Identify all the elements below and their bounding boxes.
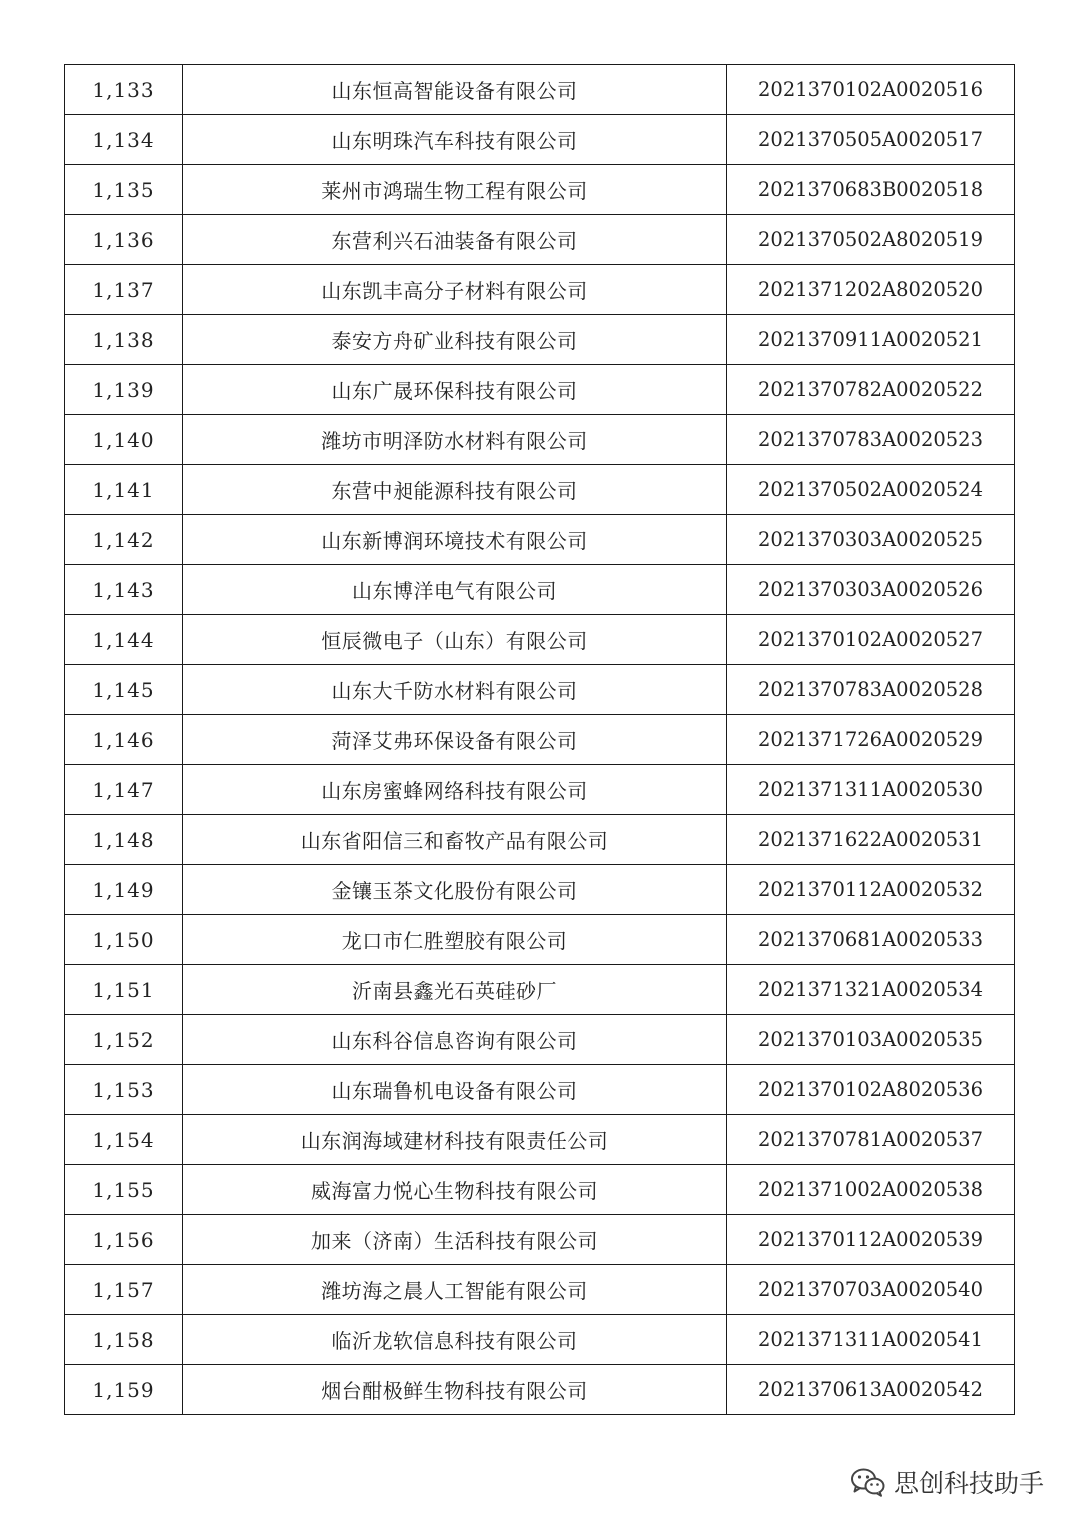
row-number-cell: 1,152: [65, 1015, 183, 1065]
table-row: [65, 565, 1015, 615]
row-number-cell: 1,141: [65, 465, 183, 515]
table-row: [65, 1115, 1015, 1165]
company-name-cell: 潍坊市明泽防水材料有限公司: [183, 415, 727, 465]
company-name-cell: 山东瑞鲁机电设备有限公司: [183, 1065, 727, 1115]
company-name-cell: 山东房蜜蜂网络科技有限公司: [183, 765, 727, 815]
row-number-cell: 1,136: [65, 215, 183, 265]
registration-code-cell: 2021371311A0020530: [727, 765, 1015, 815]
company-name-cell: 山东广晟环保科技有限公司: [183, 365, 727, 415]
registration-code-cell: 2021370502A0020524: [727, 465, 1015, 515]
table-row: [65, 115, 1015, 165]
company-name-cell: 山东凯丰高分子材料有限公司: [183, 265, 727, 315]
enterprise-list-table: [64, 64, 1015, 1415]
company-name-cell: 山东科谷信息咨询有限公司: [183, 1015, 727, 1065]
table-row: [65, 865, 1015, 915]
table-row: [65, 365, 1015, 415]
table-row: [65, 915, 1015, 965]
registration-code-cell: 2021370112A0020539: [727, 1215, 1015, 1265]
company-name-cell: 东营中昶能源科技有限公司: [183, 465, 727, 515]
registration-code-cell: 2021370502A8020519: [727, 215, 1015, 265]
table-row: [65, 465, 1015, 515]
watermark: [850, 1462, 1044, 1502]
registration-code-cell: 2021370102A8020536: [727, 1065, 1015, 1115]
company-name-cell: 山东恒高智能设备有限公司: [183, 65, 727, 115]
registration-code-cell: 2021370102A0020527: [727, 615, 1015, 665]
row-number-cell: 1,144: [65, 615, 183, 665]
company-name-cell: 龙口市仁胜塑胶有限公司: [183, 915, 727, 965]
row-number-cell: 1,155: [65, 1165, 183, 1215]
registration-code-cell: 2021370681A0020533: [727, 915, 1015, 965]
table-body: [65, 65, 1015, 1415]
table-row: [65, 815, 1015, 865]
row-number-cell: 1,134: [65, 115, 183, 165]
company-name-cell: 山东大千防水材料有限公司: [183, 665, 727, 715]
company-name-cell: 菏泽艾弗环保设备有限公司: [183, 715, 727, 765]
registration-code-cell: 2021370781A0020537: [727, 1115, 1015, 1165]
registration-code-cell: 2021371202A8020520: [727, 265, 1015, 315]
company-name-cell: 山东明珠汽车科技有限公司: [183, 115, 727, 165]
company-name-cell: 烟台酣极鲜生物科技有限公司: [183, 1365, 727, 1415]
row-number-cell: 1,139: [65, 365, 183, 415]
row-number-cell: 1,157: [65, 1265, 183, 1315]
watermark-text: 思创科技助手: [893, 1469, 1044, 1498]
registration-code-cell: 2021371002A0020538: [727, 1165, 1015, 1215]
row-number-cell: 1,147: [65, 765, 183, 815]
table-row: [65, 65, 1015, 115]
registration-code-cell: 2021371726A0020529: [727, 715, 1015, 765]
table-row: [65, 765, 1015, 815]
row-number-cell: 1,153: [65, 1065, 183, 1115]
row-number-cell: 1,159: [65, 1365, 183, 1415]
registration-code-cell: 2021371321A0020534: [727, 965, 1015, 1015]
company-name-cell: 山东博洋电气有限公司: [183, 565, 727, 615]
company-name-cell: 山东新博润环境技术有限公司: [183, 515, 727, 565]
table-row: [65, 665, 1015, 715]
table-row: [65, 515, 1015, 565]
company-name-cell: 临沂龙软信息科技有限公司: [183, 1315, 727, 1365]
table-row: [65, 715, 1015, 765]
registration-code-cell: 2021370505A0020517: [727, 115, 1015, 165]
registration-code-cell: 2021370103A0020535: [727, 1015, 1015, 1065]
table-row: [65, 1265, 1015, 1315]
registration-code-cell: 2021370782A0020522: [727, 365, 1015, 415]
company-name-cell: 山东省阳信三和畜牧产品有限公司: [183, 815, 727, 865]
row-number-cell: 1,145: [65, 665, 183, 715]
row-number-cell: 1,146: [65, 715, 183, 765]
row-number-cell: 1,138: [65, 315, 183, 365]
company-name-cell: 金镶玉茶文化股份有限公司: [183, 865, 727, 915]
table-row: [65, 615, 1015, 665]
row-number-cell: 1,151: [65, 965, 183, 1015]
company-name-cell: 威海富力悦心生物科技有限公司: [183, 1165, 727, 1215]
row-number-cell: 1,149: [65, 865, 183, 915]
company-name-cell: 山东润海域建材科技有限责任公司: [183, 1115, 727, 1165]
registration-code-cell: 2021370112A0020532: [727, 865, 1015, 915]
company-name-cell: 沂南县鑫光石英硅砂厂: [183, 965, 727, 1015]
registration-code-cell: 2021370303A0020526: [727, 565, 1015, 615]
registration-code-cell: 2021370102A0020516: [727, 65, 1015, 115]
company-name-cell: 恒辰微电子（山东）有限公司: [183, 615, 727, 665]
table-row: [65, 1165, 1015, 1215]
table-row: [65, 1015, 1015, 1065]
row-number-cell: 1,142: [65, 515, 183, 565]
registration-code-cell: 2021370683B0020518: [727, 165, 1015, 215]
registration-code-cell: 2021370303A0020525: [727, 515, 1015, 565]
registration-code-cell: 2021370783A0020523: [727, 415, 1015, 465]
table-row: [65, 1215, 1015, 1265]
table-row: [65, 165, 1015, 215]
row-number-cell: 1,133: [65, 65, 183, 115]
row-number-cell: 1,137: [65, 265, 183, 315]
table-row: [65, 1365, 1015, 1415]
row-number-cell: 1,150: [65, 915, 183, 965]
table-row: [65, 265, 1015, 315]
registration-code-cell: 2021370911A0020521: [727, 315, 1015, 365]
table-row: [65, 315, 1015, 365]
row-number-cell: 1,154: [65, 1115, 183, 1165]
table-row: [65, 215, 1015, 265]
row-number-cell: 1,158: [65, 1315, 183, 1365]
row-number-cell: 1,156: [65, 1215, 183, 1265]
row-number-cell: 1,148: [65, 815, 183, 865]
registration-code-cell: 2021371311A0020541: [727, 1315, 1015, 1365]
company-name-cell: 东营利兴石油装备有限公司: [183, 215, 727, 265]
row-number-cell: 1,143: [65, 565, 183, 615]
table-row: [65, 415, 1015, 465]
registration-code-cell: 2021370613A0020542: [727, 1365, 1015, 1415]
registration-code-cell: 2021371622A0020531: [727, 815, 1015, 865]
wechat-icon: [850, 1467, 886, 1497]
row-number-cell: 1,140: [65, 415, 183, 465]
company-name-cell: 加来（济南）生活科技有限公司: [183, 1215, 727, 1265]
company-name-cell: 潍坊海之晨人工智能有限公司: [183, 1265, 727, 1315]
company-name-cell: 泰安方舟矿业科技有限公司: [183, 315, 727, 365]
registration-code-cell: 2021370703A0020540: [727, 1265, 1015, 1315]
row-number-cell: 1,135: [65, 165, 183, 215]
company-name-cell: 莱州市鸿瑞生物工程有限公司: [183, 165, 727, 215]
table-row: [65, 965, 1015, 1015]
table-row: [65, 1065, 1015, 1115]
registration-code-cell: 2021370783A0020528: [727, 665, 1015, 715]
table-row: [65, 1315, 1015, 1365]
